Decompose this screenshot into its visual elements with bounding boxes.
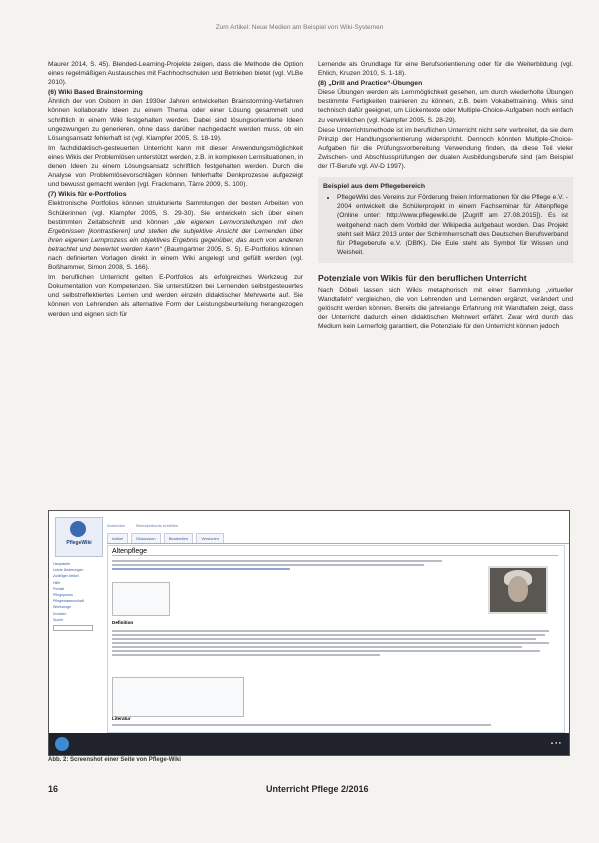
wiki-tab: Versionen — [196, 533, 224, 543]
wiki-sidebar-item: Hilfe — [53, 580, 61, 585]
wiki-sidebar-item: Portale — [53, 586, 65, 591]
wiki-window — [49, 511, 569, 733]
wiki-sidebar-item: Pflegewissenschaft — [53, 599, 84, 604]
figure-caption: Abb. 2: Screenshot einer Seite von Pflege-Wiki — [48, 757, 181, 763]
text-line — [112, 564, 424, 566]
system-tray: ▲ ● ● — [549, 740, 561, 745]
wiki-text-block — [112, 630, 558, 658]
journal-name: Unterricht Pflege 2/2016 — [266, 784, 369, 794]
wiki-topbar — [107, 523, 569, 531]
list-item: • PflegeWiki des Vereins zur Förderung freien Informationen für die Pflege e.V. - 2004 entwickelt die Schülerprojekt in einem Fachseminar für Altenpflege (Online unter: http://www.pflegewiki.de [Zugriff am 27.08.2015]). Es ist weitgehend nach dem Vorbild der Wikipedia aufgebaut worden. Das Projekt steht seit März 2013 unter der Schirmherrschaft des Deutschen Berufsverband für Pflegeberufe e.V. (DBfK). Die Eule steht als Symbol für Wissen und Weisheit. — [337, 193, 568, 257]
paragraph — [48, 199, 303, 272]
wiki-search-box — [53, 625, 93, 631]
wiki-photo — [488, 566, 548, 614]
wiki-sidebar-item: Drucken — [53, 611, 67, 616]
paragraph-text: Elektronische Portfolios können strukturierte Sammlungen der besten Arbeiten von Schülerinnen (vgl. Klampfer 2005, S. 29-30). Sie entwickeln sich über einen bestimmten Zeitabschnitt und können — [48, 200, 303, 226]
wiki-tab: Artikel — [107, 533, 128, 543]
right-column — [318, 60, 573, 332]
wiki-section-heading: Literatur — [112, 716, 131, 721]
text-line — [112, 638, 536, 640]
logo-text: PflegeWiki — [66, 540, 92, 546]
example-box — [318, 177, 573, 263]
wiki-tab: Bearbeiten — [164, 533, 193, 543]
quote: „die eigenen Lernvorstellungen mit den Ergebnissen [kontrastieren] und stellen die subjektive Ansicht der Lernenden über ihren eigenen Lernprozess ein objektives Ergebnis gegenüber, das auch von anderen betrachtet und bewertet werden kann“ — [48, 218, 303, 253]
section-heading: Potenziale von Wikis für den beruflichen Unterricht — [318, 272, 527, 283]
paragraph: Diese Unterrichtsmethode ist im beruflichen Unterricht nicht sehr verbreitet, da sie dem Prinzip der Handlungsorientierung widerspricht. Dennoch könnten Multiple-Choice-Aufgaben für die Prüfungsvorbereitung Verwendung finden, da diese Teil vieler Zwischen- und Abschlussprüfungen der dualen Ausbildungsberufe sind (am Beispiel der IT-Berufe vgl. AV-D 1997). — [318, 126, 573, 171]
text-line — [112, 634, 545, 636]
wiki-sidebar-item: Letzte Änderungen — [53, 568, 84, 573]
wiki-sidebar-item: Zufälliger Artikel — [53, 574, 79, 579]
paragraph: Nach Döbeli lassen sich Wikis metaphorisch mit einer Sammlung „virtueller Wandtafeln“ vergleichen, die von Lehrenden und Lernenden ergänzt, verändert und gelöscht werden können. Bereits die jahrelange Erfahrung mit Wandtafeln zeigt, dass der Unterricht dadurch einen didaktischen Mehrwert erfährt. Zwar wird durch das Medium kein Lernerfolg garantiert, die Potenziale für den Unterricht können jedoch — [318, 286, 573, 331]
wiki-section-heading: Definition — [112, 620, 134, 625]
pflegewiki-logo — [55, 517, 103, 557]
text-line — [112, 650, 540, 652]
running-head: Zum Artikel: Neue Medien am Beispiel von Wiki-Systemen — [215, 24, 384, 31]
taskbar — [49, 733, 569, 755]
text-line — [112, 646, 522, 648]
subheading: (6) Wiki Based Brainstorming — [48, 89, 143, 97]
subheading: (7) Wikis für e-Portfolios — [48, 191, 127, 199]
paragraph: Maurer 2014, S. 45). Blended-Learning-Projekte zeigen, dass die Methode die Option eines regelmäßigen Austausches mit Fachhochschulen und Betrieben bietet (vgl. VLBe 2010). — [48, 61, 303, 87]
paragraph: Im fachdidaktisch-gesteuerten Unterricht kann mit dieser Anwendungsmöglichkeit eines Wikis der Problemlösen unterstützt werden, z.B. in komplexen Lernsituationen, in denen Ideen zu einem Lösungsansatz schriftlich festgehalten werden. Durch die Analyse von Problemlösevorschlägen können fehlerhafte Denkprozesse aufgezeigt und bewusst gemacht werden (vgl. Frackmann, Tärre 2009, S. 100). — [48, 144, 303, 189]
box-list — [323, 193, 568, 257]
owl-icon — [70, 521, 86, 537]
wiki-tabs — [107, 533, 569, 544]
wiki-sidebar-item: Werkzeuge — [53, 605, 72, 610]
wiki-topbar-link: Benutzerkonto erstellen — [136, 523, 179, 528]
text-line — [112, 630, 549, 632]
left-column — [48, 60, 303, 320]
page-number: 16 — [48, 784, 59, 794]
wiki-topbar-link: Anmelden — [107, 523, 126, 528]
text-line — [112, 654, 380, 656]
wiki-screenshot-figure — [48, 510, 570, 756]
text-line — [112, 568, 290, 570]
start-icon — [55, 737, 69, 751]
box-title: Beispiel aus dem Pflegebereich — [323, 183, 425, 191]
wiki-sidebar-item: Suche — [53, 617, 64, 622]
paragraph-text: (Baumgartner 2005, S. 5). E-Portfolios können nach definierten Vorlagen direkt in einem Wiki angelegt und gefüllt werden (vgl. Boßhammer, Simon 2008, S. 166). — [48, 245, 303, 272]
wiki-toc — [112, 582, 170, 616]
text-line — [112, 642, 549, 644]
wiki-sidebar-item: Hauptseite — [53, 562, 71, 566]
wiki-content — [107, 545, 565, 733]
text-line — [112, 724, 491, 726]
paragraph: Im beruflichen Unterricht gelten E-Portfolios als erfolgreiches Werkzeug zur Dokumentation von Kompetenzen. Sie unterstützen bei Lernenden selbstgesteuertes und selbstreflektiertes Lernen und werden einzeln didaktischer Mehrwerte auf. Sie können von Lehrenden als alternative Form der Leistungsbeurteilung herangezogen werden und eignen sich für — [48, 274, 303, 318]
paragraph: Ähnlich der von Osborn in den 1930er Jahren entwickelten Brainstorming-Verfahren können kollaborativ Ideen zu einem Thema oder einer Lösung gesammelt und schriftlich in einem Wiki festgehalten werden. Dabei sind lösungsorientierte Ideen ungezwungen zu generieren, ohne dass darüber nachgedacht werden muss, ob ein Lösungsansatz fehlerhaft ist (vgl. Klampfer 2005, S. 18-19). — [48, 98, 303, 142]
wiki-text-block — [112, 724, 558, 728]
text-line — [112, 560, 442, 562]
wiki-tab: Diskussion — [131, 533, 160, 543]
wiki-sidebar — [53, 561, 103, 633]
wiki-sidebar-item: Pflegepraxis — [53, 593, 73, 598]
paragraph: Lernende als Grundlage für eine Berufsorientierung oder für die Weiterbildung (vgl. Ehlich, Kruzen 2010, S. 1-18). — [318, 61, 573, 78]
wiki-page-title: Altenpflege — [112, 548, 558, 556]
wiki-infobox — [112, 677, 244, 717]
paragraph: Diese Übungen werden als Lernmöglichkeit gesehen, um durch wiederholte Übungen bestimmte Fertigkeiten trainieren zu können, z.B. beim Vokabeltraining. Wikis sind technisch dafür geeignet, um Lückentexte oder Multiple-Choice-Aufgaben noch einfach zu verwirklichen (vgl. Klampfer 2005, S. 28-29). — [318, 89, 573, 124]
photo-face — [508, 576, 528, 602]
subheading: (8) „Drill and Practice“-Übungen — [318, 80, 423, 88]
